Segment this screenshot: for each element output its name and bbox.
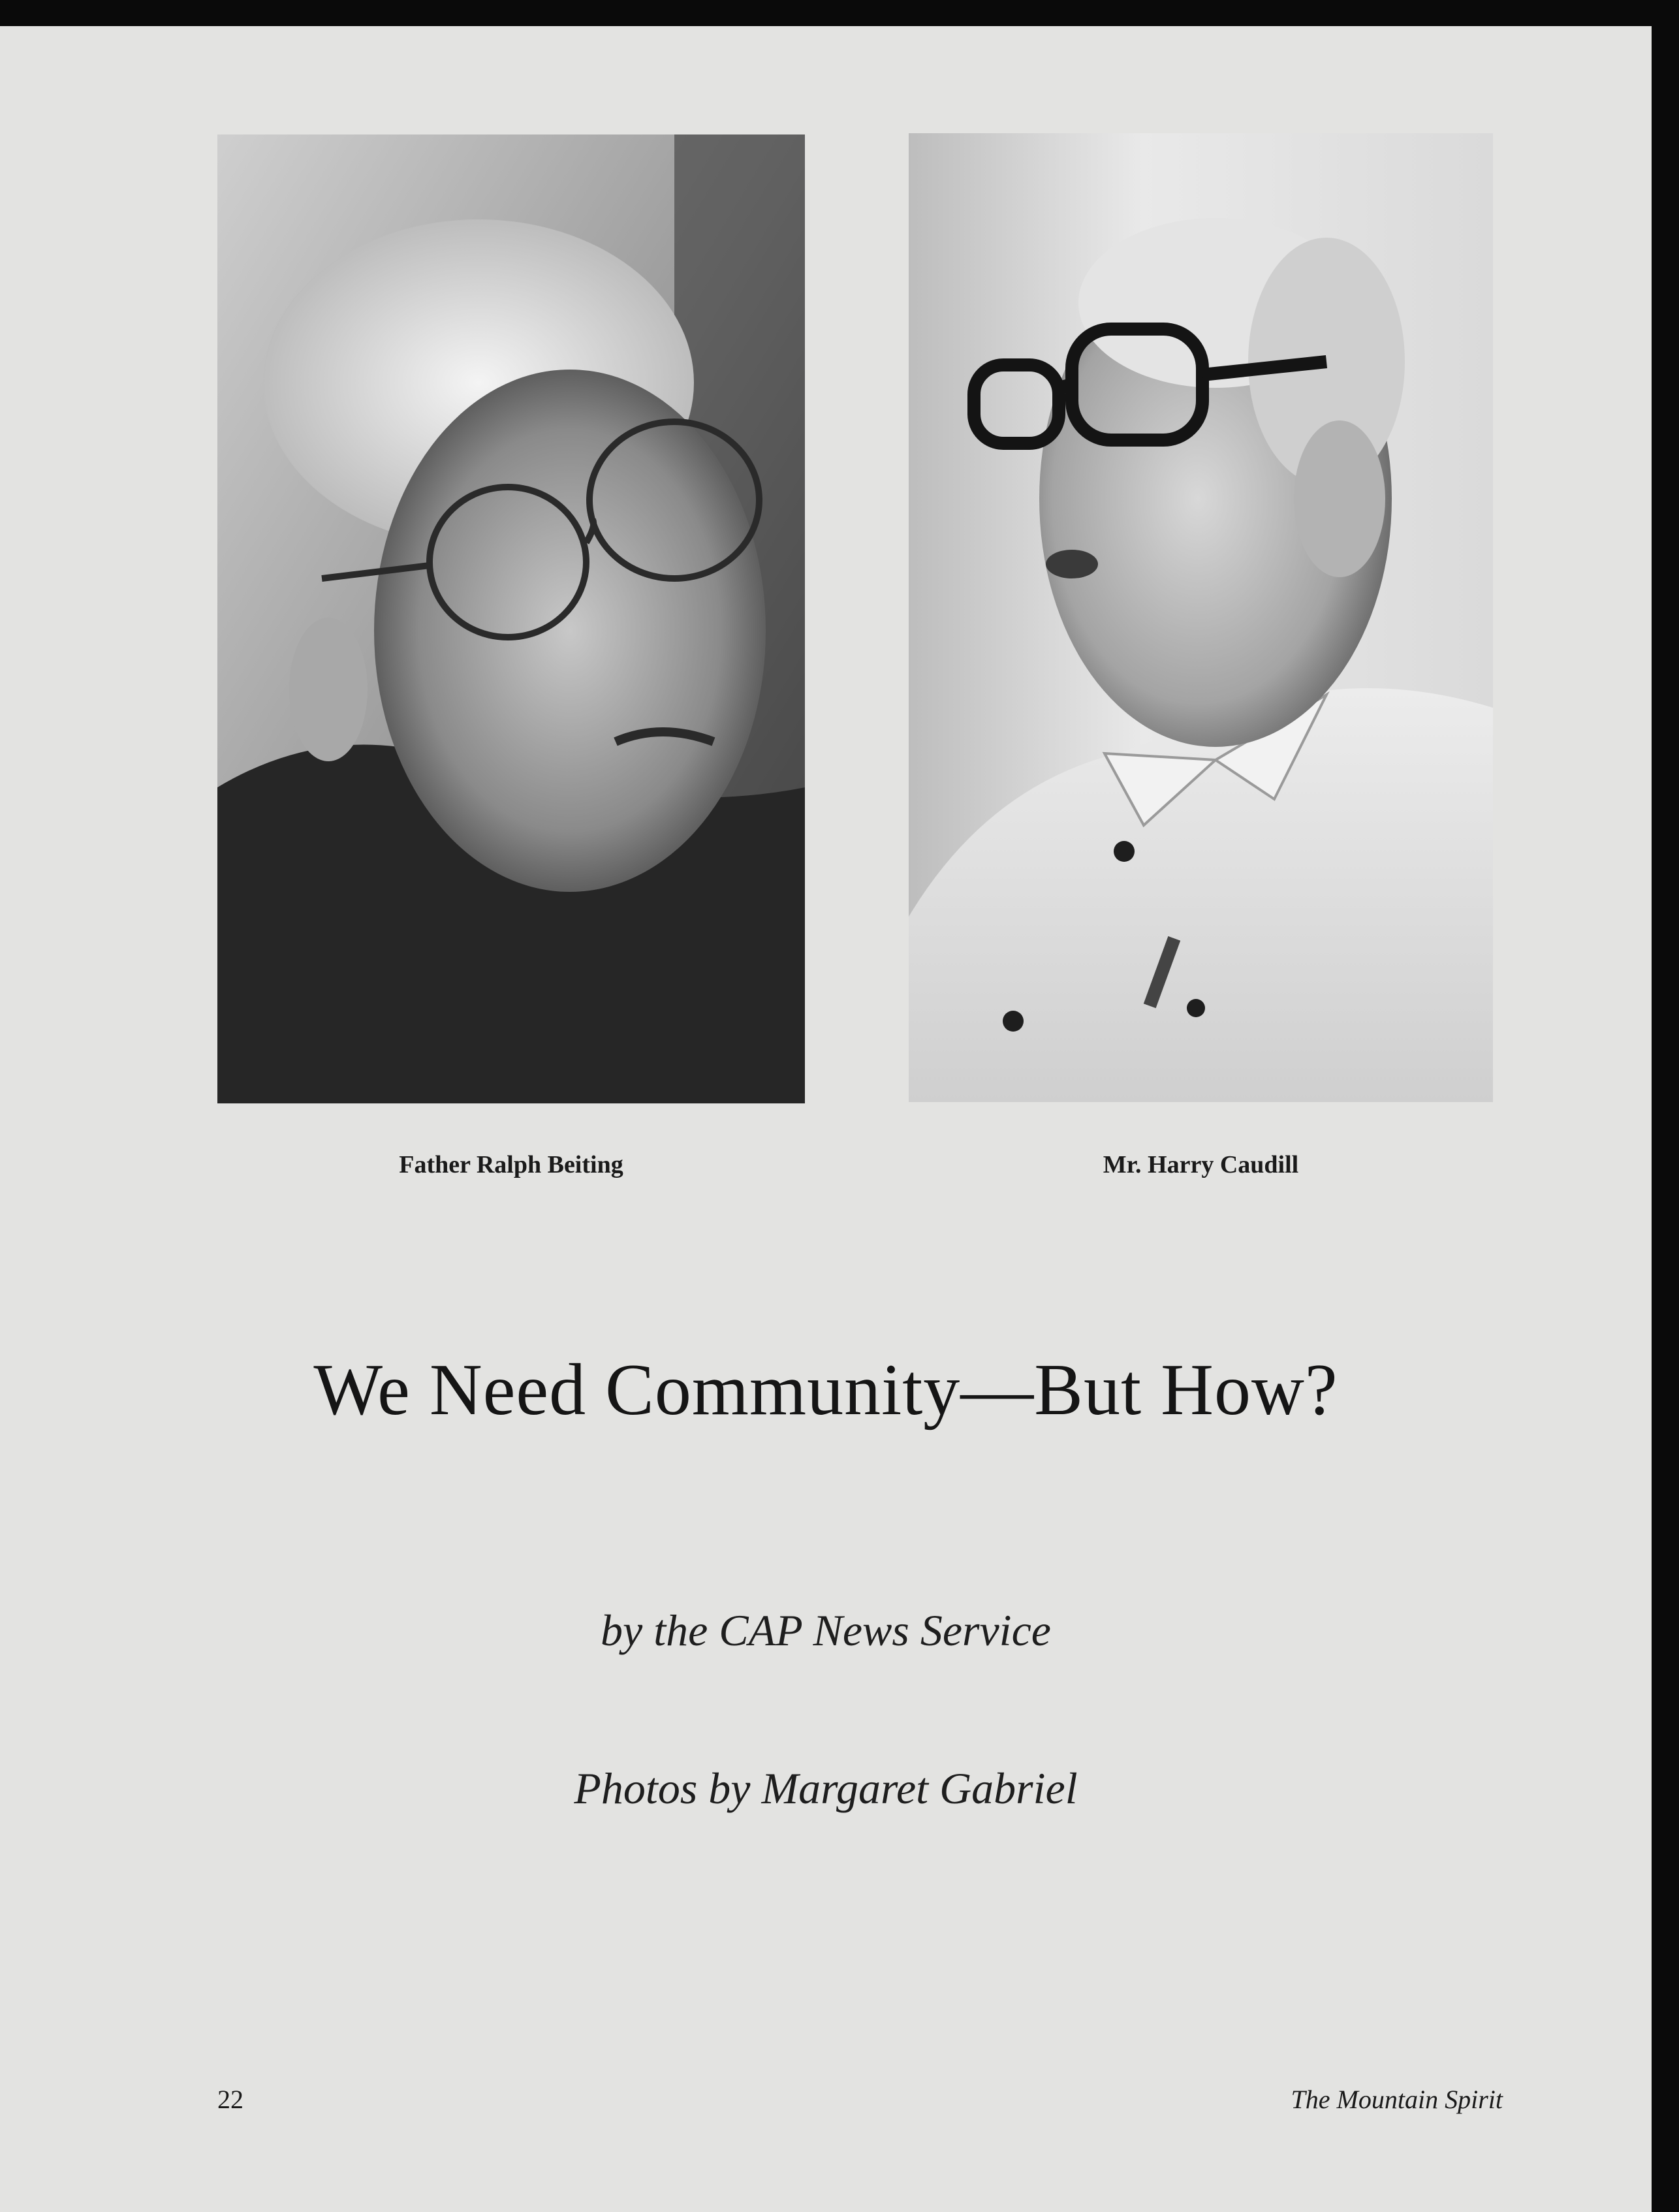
article-title: We Need Community—But How? (313, 1350, 1338, 1430)
publication-name: The Mountain Spirit (1291, 2085, 1503, 2114)
magazine-page (0, 26, 1652, 2212)
photo-harry-caudill (909, 133, 1493, 1102)
photo-caption-right: Mr. Harry Caudill (1103, 1151, 1299, 1178)
photo-father-ralph-beiting (217, 134, 805, 1103)
portrait-photo-icon (217, 134, 805, 1103)
article-byline: by the CAP News Service (601, 1605, 1051, 1655)
portrait-photo-icon (909, 133, 1493, 1102)
photo-caption-left: Father Ralph Beiting (399, 1151, 623, 1178)
page-number: 22 (217, 2085, 243, 2114)
photo-credit: Photos by Margaret Gabriel (574, 1763, 1078, 1813)
